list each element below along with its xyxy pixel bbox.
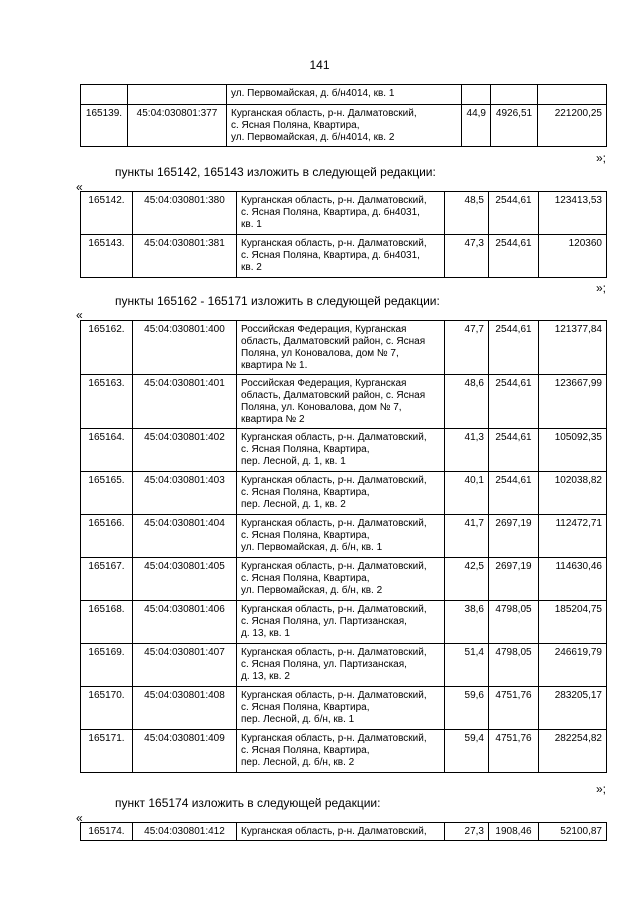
address-line: с. Ясная Поляна, Квартира, bbox=[241, 745, 370, 756]
table-row bbox=[81, 644, 607, 687]
cost-cell: 123667,99 bbox=[539, 375, 607, 429]
opening-quote: « bbox=[76, 811, 83, 825]
table-row bbox=[81, 823, 607, 841]
area-cell: 41,7 bbox=[445, 515, 489, 558]
item-number-cell: 165167. bbox=[81, 558, 133, 601]
opening-quote: « bbox=[76, 180, 83, 194]
item-number-cell: 165169. bbox=[81, 644, 133, 687]
area-cell: 47,3 bbox=[445, 235, 489, 278]
item-number-cell: 165143. bbox=[81, 235, 133, 278]
cost-cell: 123413,53 bbox=[539, 192, 607, 235]
address-line: Курганская область, р-н. Далматовский, bbox=[241, 432, 427, 443]
price-cell: 2697,19 bbox=[489, 515, 539, 558]
address-line: с. Ясная Поляна, Квартира, bbox=[241, 702, 370, 713]
address-line: Поляна, ул. Коновалова, дом № 7, bbox=[241, 402, 402, 413]
area-cell: 38,6 bbox=[445, 601, 489, 644]
cost-cell: 105092,35 bbox=[539, 429, 607, 472]
cost-cell: 246619,79 bbox=[539, 644, 607, 687]
item-number-cell: 165171. bbox=[81, 730, 133, 773]
area-cell: 27,3 bbox=[445, 823, 489, 841]
price-cell: 2544,61 bbox=[489, 429, 539, 472]
address-line: с. Ясная Поляна, Квартира, bbox=[231, 120, 360, 131]
cost-cell: 282254,82 bbox=[539, 730, 607, 773]
table-row bbox=[81, 558, 607, 601]
area-cell: 59,6 bbox=[445, 687, 489, 730]
cadastral-number-cell: 45:04:030801:406 bbox=[133, 601, 237, 644]
table-row bbox=[81, 472, 607, 515]
address-line: с. Ясная Поляна, Квартира, bbox=[241, 487, 370, 498]
item-number-cell: 165139. bbox=[81, 105, 128, 147]
item-number-cell bbox=[81, 85, 128, 105]
item-number-cell: 165174. bbox=[81, 823, 133, 841]
opening-quote: « bbox=[76, 308, 83, 322]
price-cell bbox=[491, 85, 538, 105]
property-table bbox=[80, 320, 607, 773]
cadastral-number-cell: 45:04:030801:412 bbox=[133, 823, 237, 841]
address-cell bbox=[227, 105, 462, 147]
address-line: кв. 1 bbox=[241, 219, 262, 230]
cadastral-number-cell: 45:04:030801:401 bbox=[133, 375, 237, 429]
address-line: с. Ясная Поляна, Квартира, bbox=[241, 444, 370, 455]
address-line: Курганская область, р-н. Далматовский, bbox=[241, 733, 427, 744]
price-cell: 2544,61 bbox=[489, 235, 539, 278]
area-cell: 48,6 bbox=[445, 375, 489, 429]
address-cell bbox=[237, 375, 445, 429]
price-cell: 2544,61 bbox=[489, 375, 539, 429]
address-cell bbox=[237, 429, 445, 472]
cadastral-number-cell: 45:04:030801:407 bbox=[133, 644, 237, 687]
address-line: пер. Лесной, д. б/н, кв. 2 bbox=[241, 757, 355, 768]
address-cell bbox=[237, 235, 445, 278]
price-cell: 2697,19 bbox=[489, 558, 539, 601]
cadastral-number-cell bbox=[128, 85, 227, 105]
item-number-cell: 165142. bbox=[81, 192, 133, 235]
property-table bbox=[80, 191, 607, 278]
address-line: пер. Лесной, д. 1, кв. 1 bbox=[241, 456, 346, 467]
closing-quote: »; bbox=[596, 151, 607, 165]
address-line: Курганская область, р-н. Далматовский, bbox=[241, 195, 427, 206]
area-cell: 48,5 bbox=[445, 192, 489, 235]
cost-cell: 114630,46 bbox=[539, 558, 607, 601]
address-line: Курганская область, р-н. Далматовский, bbox=[241, 647, 427, 658]
cadastral-number-cell: 45:04:030801:380 bbox=[133, 192, 237, 235]
closing-quote: »; bbox=[596, 782, 607, 796]
price-cell: 2544,61 bbox=[489, 321, 539, 375]
address-line: Курганская область, р-н. Далматовский, bbox=[231, 108, 417, 119]
cadastral-number-cell: 45:04:030801:405 bbox=[133, 558, 237, 601]
address-cell bbox=[237, 730, 445, 773]
item-number-cell: 165162. bbox=[81, 321, 133, 375]
address-line: ул. Первомайская, д. б/н, кв. 1 bbox=[241, 542, 383, 553]
cost-cell: 221200,25 bbox=[538, 105, 607, 147]
area-cell: 44,9 bbox=[462, 105, 491, 147]
area-cell: 40,1 bbox=[445, 472, 489, 515]
item-number-cell: 165168. bbox=[81, 601, 133, 644]
table-row bbox=[81, 192, 607, 235]
address-line: Курганская область, р-н. Далматовский, bbox=[241, 561, 427, 572]
table-row bbox=[81, 601, 607, 644]
address-line: пер. Лесной, д. 1, кв. 2 bbox=[241, 499, 346, 510]
area-cell: 41,3 bbox=[445, 429, 489, 472]
table-row bbox=[81, 235, 607, 278]
cost-cell: 121377,84 bbox=[539, 321, 607, 375]
price-cell: 4798,05 bbox=[489, 644, 539, 687]
table-row bbox=[81, 687, 607, 730]
address-cell bbox=[237, 558, 445, 601]
address-line: с. Ясная Поляна, Квартира, bbox=[241, 573, 370, 584]
address-line: д. 13, кв. 1 bbox=[241, 628, 290, 639]
price-cell: 2544,61 bbox=[489, 192, 539, 235]
table-row bbox=[81, 730, 607, 773]
price-cell: 2544,61 bbox=[489, 472, 539, 515]
cost-cell: 120360 bbox=[539, 235, 607, 278]
instruction-text: пункт 165174 изложить в следующей редакции: bbox=[115, 796, 381, 810]
cost-cell: 52100,87 bbox=[539, 823, 607, 841]
cost-cell: 185204,75 bbox=[539, 601, 607, 644]
price-cell: 4751,76 bbox=[489, 730, 539, 773]
page-number: 141 bbox=[309, 58, 330, 72]
address-line: Курганская область, р-н. Далматовский, bbox=[241, 604, 427, 615]
item-number-cell: 165163. bbox=[81, 375, 133, 429]
price-cell: 1908,46 bbox=[489, 823, 539, 841]
address-line: область, Далматовский район, с. Ясная bbox=[241, 336, 426, 347]
address-line: Курганская область, р-н. Далматовский, bbox=[241, 475, 427, 486]
cost-cell: 283205,17 bbox=[539, 687, 607, 730]
cadastral-number-cell: 45:04:030801:404 bbox=[133, 515, 237, 558]
address-line: с. Ясная Поляна, ул. Партизанская, bbox=[241, 659, 407, 670]
cadastral-number-cell: 45:04:030801:409 bbox=[133, 730, 237, 773]
price-cell: 4926,51 bbox=[491, 105, 538, 147]
item-number-cell: 165164. bbox=[81, 429, 133, 472]
address-line: Поляна, ул Коновалова, дом № 7, bbox=[241, 348, 399, 359]
address-line: с. Ясная Поляна, Квартира, д. бн4031, bbox=[241, 207, 420, 218]
cost-cell: 112472,71 bbox=[539, 515, 607, 558]
area-cell bbox=[462, 85, 491, 105]
address-cell bbox=[227, 85, 462, 105]
cadastral-number-cell: 45:04:030801:400 bbox=[133, 321, 237, 375]
address-line: область, Далматовский район, с. Ясная bbox=[241, 390, 426, 401]
cadastral-number-cell: 45:04:030801:377 bbox=[128, 105, 227, 147]
address-line: с. Ясная Поляна, Квартира, bbox=[241, 530, 370, 541]
address-cell bbox=[237, 601, 445, 644]
area-cell: 51,4 bbox=[445, 644, 489, 687]
cadastral-number-cell: 45:04:030801:403 bbox=[133, 472, 237, 515]
address-line: квартира № 1. bbox=[241, 360, 308, 371]
property-table-continued bbox=[80, 84, 607, 147]
instruction-text: пункты 165162 - 165171 изложить в следующей редакции: bbox=[115, 294, 440, 308]
address-cell bbox=[237, 515, 445, 558]
address-line: кв. 2 bbox=[241, 262, 262, 273]
table-row bbox=[81, 375, 607, 429]
address-cell bbox=[237, 644, 445, 687]
address-line: д. 13, кв. 2 bbox=[241, 671, 290, 682]
area-cell: 59,4 bbox=[445, 730, 489, 773]
price-cell: 4751,76 bbox=[489, 687, 539, 730]
cadastral-number-cell: 45:04:030801:381 bbox=[133, 235, 237, 278]
property-table bbox=[80, 822, 607, 841]
address-line: Курганская область, р-н. Далматовский, bbox=[241, 826, 427, 837]
area-cell: 47,7 bbox=[445, 321, 489, 375]
address-line: Российская Федерация, Курганская bbox=[241, 378, 407, 389]
address-line: Курганская область, р-н. Далматовский, bbox=[241, 518, 427, 529]
table-row bbox=[81, 85, 607, 105]
address-cell bbox=[237, 472, 445, 515]
address-line: ул. Первомайская, д. б/н4014, кв. 2 bbox=[231, 132, 395, 143]
cost-cell: 102038,82 bbox=[539, 472, 607, 515]
address-cell bbox=[237, 321, 445, 375]
cadastral-number-cell: 45:04:030801:408 bbox=[133, 687, 237, 730]
address-line: квартира № 2 bbox=[241, 414, 305, 425]
address-line: ул. Первомайская, д. б/н4014, кв. 1 bbox=[231, 88, 395, 99]
address-line: пер. Лесной, д. б/н, кв. 1 bbox=[241, 714, 355, 725]
address-cell bbox=[237, 823, 445, 841]
table-row bbox=[81, 515, 607, 558]
instruction-text: пункты 165142, 165143 изложить в следующей редакции: bbox=[115, 165, 436, 179]
price-cell: 4798,05 bbox=[489, 601, 539, 644]
item-number-cell: 165165. bbox=[81, 472, 133, 515]
address-line: ул. Первомайская, д. б/н, кв. 2 bbox=[241, 585, 383, 596]
cadastral-number-cell: 45:04:030801:402 bbox=[133, 429, 237, 472]
address-cell bbox=[237, 687, 445, 730]
address-line: Курганская область, р-н. Далматовский, bbox=[241, 238, 427, 249]
closing-quote: »; bbox=[596, 281, 607, 295]
area-cell: 42,5 bbox=[445, 558, 489, 601]
address-cell bbox=[237, 192, 445, 235]
table-row bbox=[81, 429, 607, 472]
item-number-cell: 165166. bbox=[81, 515, 133, 558]
address-line: Курганская область, р-н. Далматовский, bbox=[241, 690, 427, 701]
table-row bbox=[81, 105, 607, 147]
address-line: Российская Федерация, Курганская bbox=[241, 324, 407, 335]
address-line: с. Ясная Поляна, Квартира, д. бн4031, bbox=[241, 250, 420, 261]
cost-cell bbox=[538, 85, 607, 105]
table-row bbox=[81, 321, 607, 375]
item-number-cell: 165170. bbox=[81, 687, 133, 730]
address-line: с. Ясная Поляна, ул. Партизанская, bbox=[241, 616, 407, 627]
